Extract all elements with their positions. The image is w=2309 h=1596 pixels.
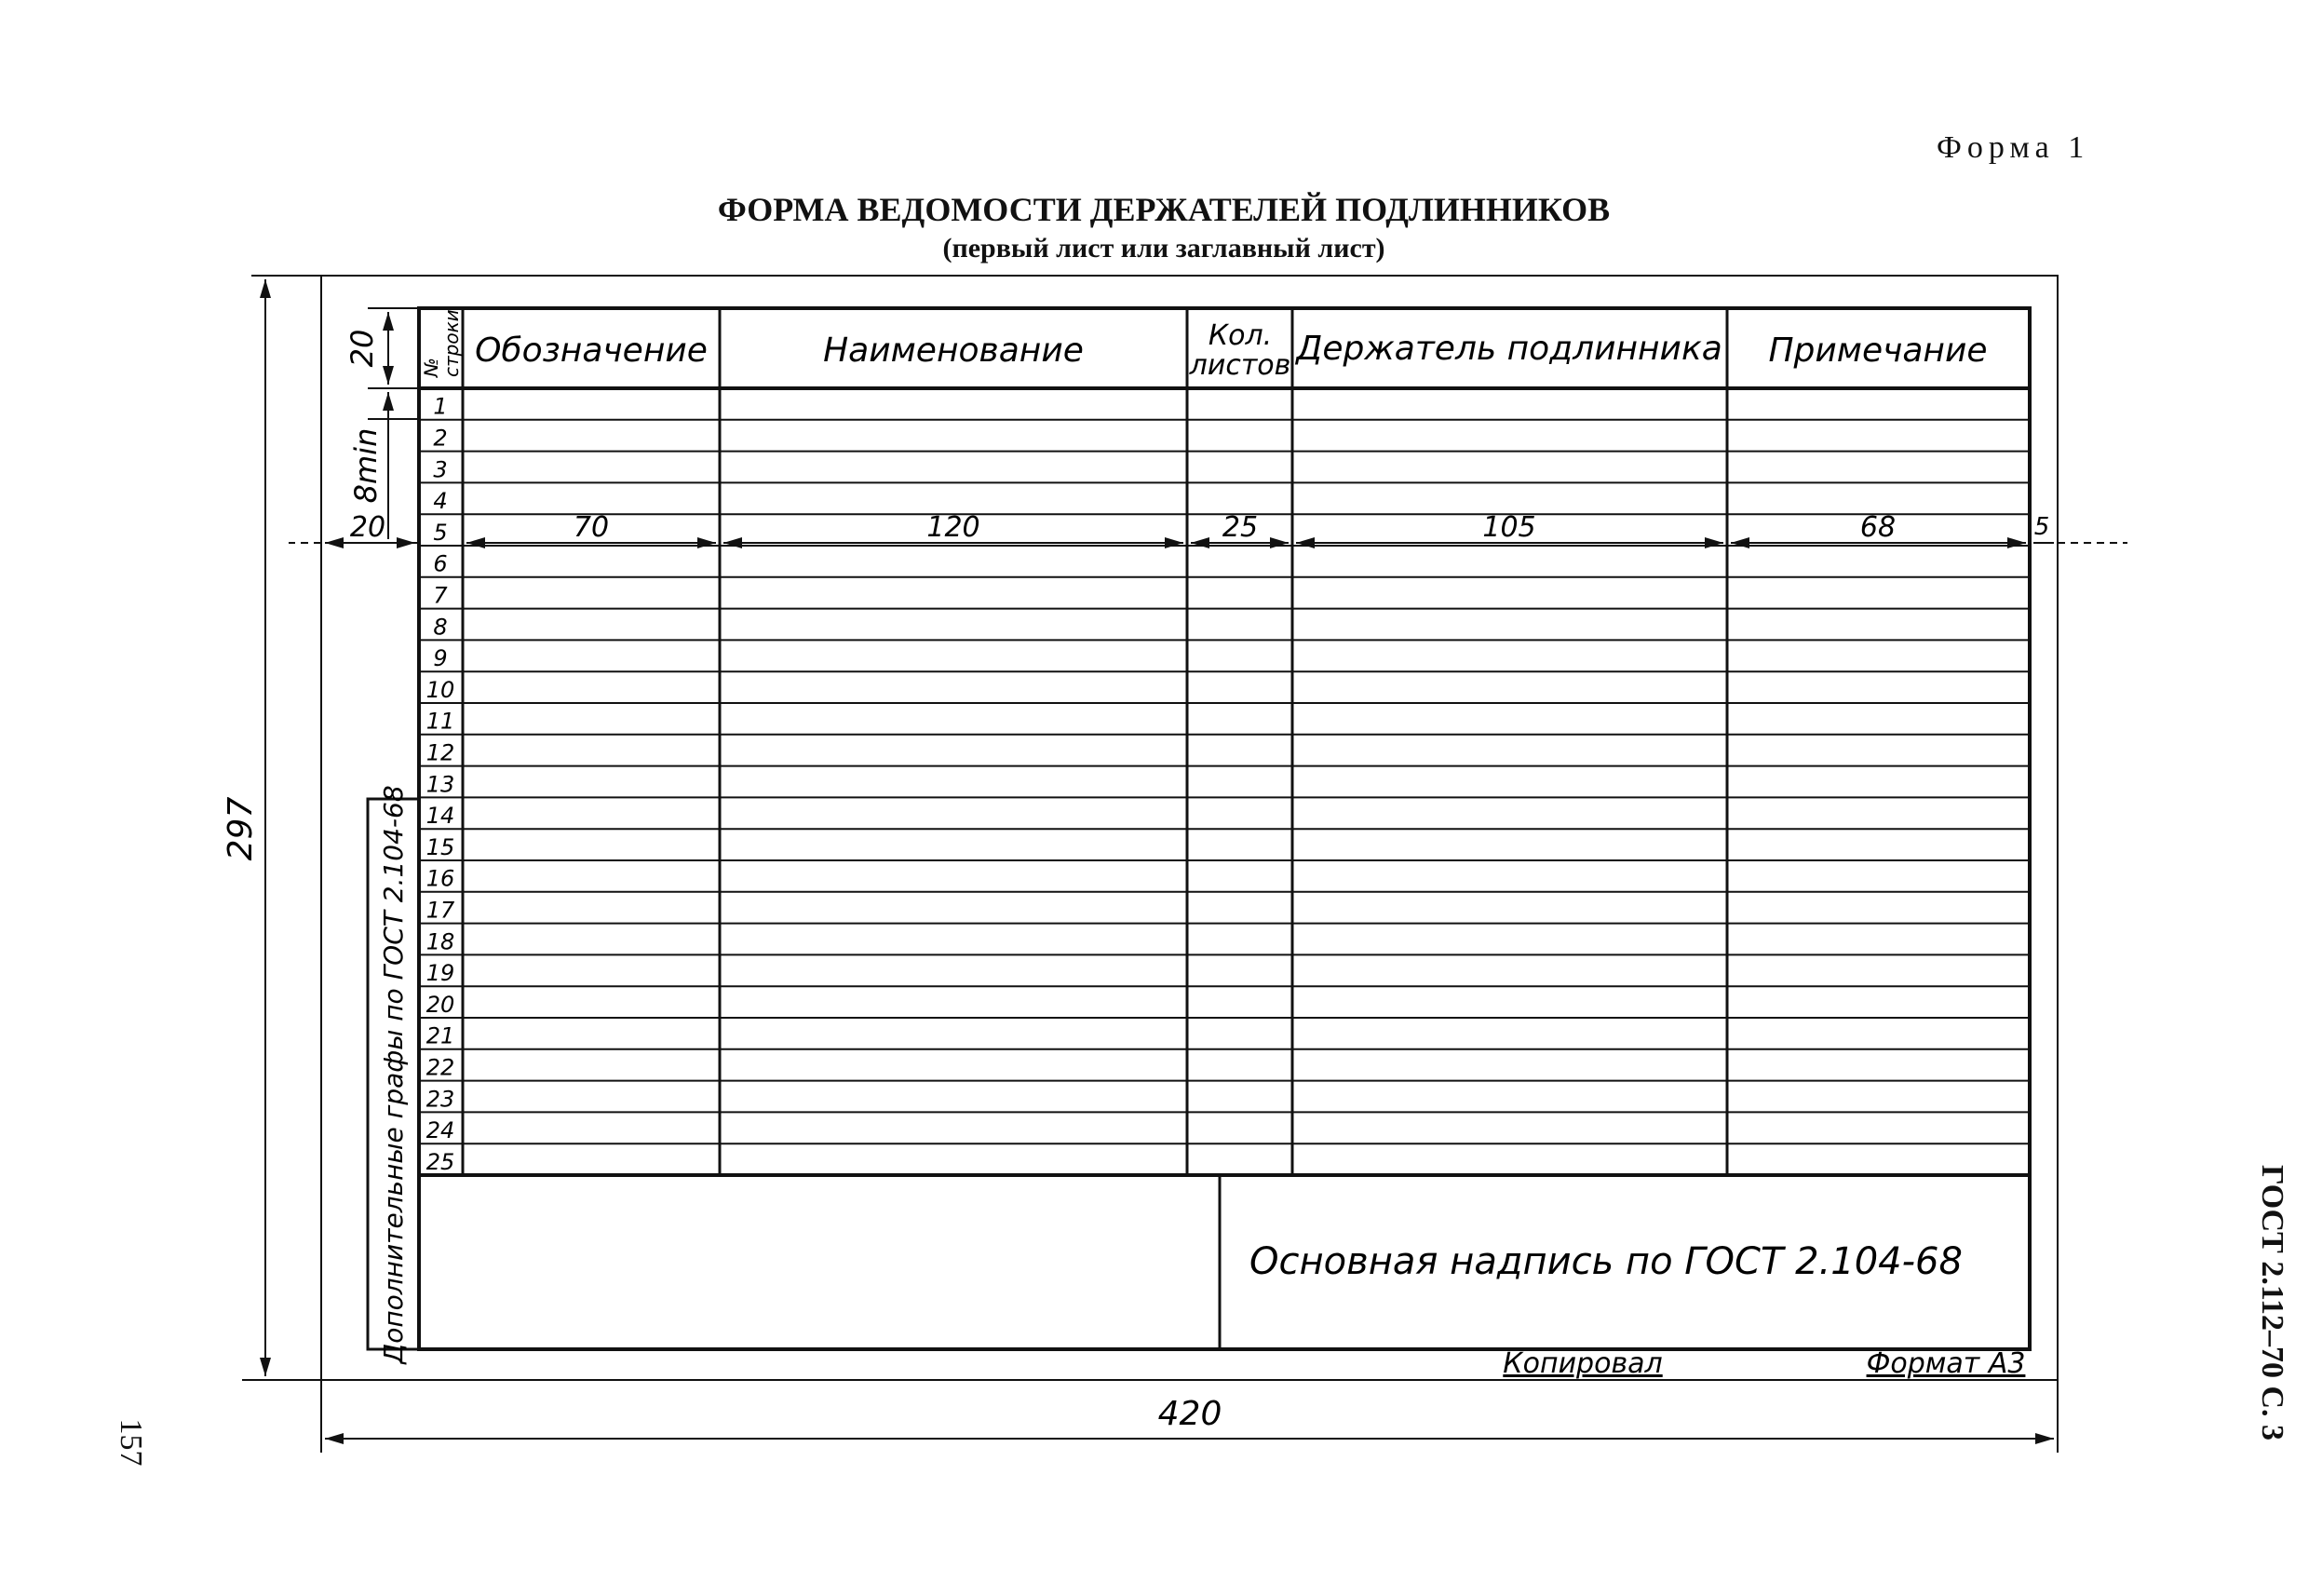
dim-label-width: 420 <box>1157 1395 1222 1433</box>
row-number: 12 <box>425 739 455 766</box>
sheet-border <box>321 276 2058 1380</box>
row-number: 10 <box>425 676 455 703</box>
column-header-1: Обозначение <box>475 331 708 370</box>
column-header-2: Наименование <box>823 331 1084 370</box>
form-label: Форма 1 <box>1937 130 2090 165</box>
dim-label-col-5: 68 <box>1859 511 1897 544</box>
format-label: Формат А3 <box>1866 1347 2026 1380</box>
row-number: 7 <box>433 582 448 609</box>
dim-label-col-4: 105 <box>1482 511 1536 544</box>
row-numbers <box>426 394 455 1175</box>
dim-label-row-min: 8min <box>348 427 384 504</box>
row-number: 22 <box>425 1054 455 1081</box>
col-no-sign: № <box>420 358 442 377</box>
page-number: 157 <box>114 1418 148 1467</box>
standard-reference: ГОСТ 2.112–70 С. 3 <box>2255 1164 2289 1441</box>
row-number: 8 <box>433 614 448 641</box>
title-block-text: Основная надпись по ГОСТ 2.104-68 <box>1249 1240 1963 1283</box>
copied-label: Копировал <box>1503 1347 1663 1380</box>
row-number: 11 <box>425 708 455 735</box>
row-number: 25 <box>425 1148 455 1175</box>
row-number: 21 <box>425 1022 455 1049</box>
dim-label-height: 297 <box>222 796 260 861</box>
row-number: 20 <box>425 991 455 1018</box>
row-number: 19 <box>425 960 455 987</box>
row-number: 3 <box>433 456 448 483</box>
row-number: 17 <box>425 897 455 924</box>
dim-label-header: 20 <box>344 329 380 368</box>
col-no-label <box>420 309 463 378</box>
column-header-3-line1: Кол. <box>1208 319 1273 352</box>
side-column-text: Дополнительные графы по ГОСТ 2.104-68 <box>378 785 409 1364</box>
row-number: 6 <box>433 550 448 577</box>
dim-label-col-1: 70 <box>573 511 610 544</box>
dim-label-col-2: 120 <box>926 511 980 544</box>
dim-label-left-margin: 20 <box>349 511 386 544</box>
row-number: 4 <box>433 488 448 515</box>
row-number: 24 <box>425 1117 455 1144</box>
row-number: 2 <box>433 425 448 452</box>
document-title: ФОРМА ВЕДОМОСТИ ДЕРЖАТЕЛЕЙ ПОДЛИННИКОВ <box>717 191 1611 228</box>
row-number: 5 <box>433 519 448 546</box>
row-number: 9 <box>433 645 448 672</box>
row-number: 23 <box>425 1086 455 1113</box>
column-header-3-line2: листов <box>1189 349 1291 382</box>
dim-label-right-margin: 5 <box>2033 513 2050 541</box>
row-number: 13 <box>425 771 455 798</box>
row-number: 14 <box>425 803 455 830</box>
row-number: 15 <box>425 833 455 860</box>
row-number: 1 <box>433 393 448 420</box>
document-subtitle: (первый лист или заглавный лист) <box>942 233 1385 264</box>
col-no-word: строки <box>440 309 463 377</box>
column-header-4: Держатель подлинника <box>1296 330 1722 368</box>
row-number: 18 <box>425 928 455 955</box>
column-header-5: Примечание <box>1768 331 1988 370</box>
dim-label-col-3: 25 <box>1222 511 1259 544</box>
row-number: 16 <box>425 865 455 892</box>
